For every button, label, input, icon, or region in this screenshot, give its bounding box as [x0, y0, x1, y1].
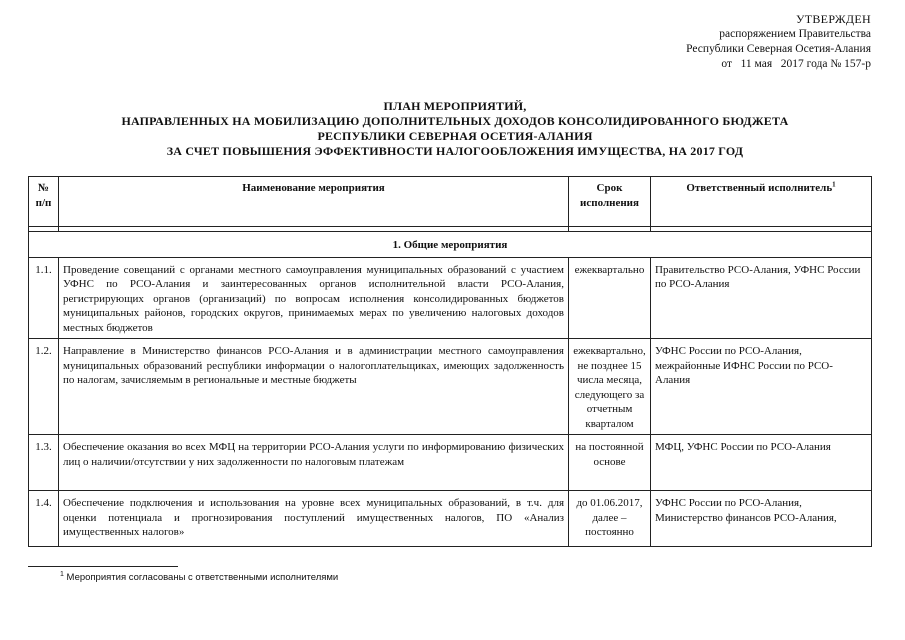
approval-line-3: от 11 мая 2017 года № 157-р [721, 58, 871, 70]
footnote-mark: 1 [60, 570, 64, 578]
row-num: 1.3. [29, 435, 59, 491]
row-resp: УФНС России по РСО-Алания, межрайонные ИФНС России по РСО-Алания [651, 339, 872, 435]
table-row [29, 339, 872, 435]
section-row [29, 232, 872, 258]
table-row [29, 491, 872, 547]
row-date: ежеквартально, не позднее 15 числа месяца, следующего за отчетным кварталом [569, 339, 651, 435]
row-name: Обеспечение подключения и использования на уровне всех муниципальных образований, в т.ч. для оценки потенциала и прогнозирования поступлений имущественных налогов, ПО «Анализ имущественных налогов» [59, 491, 569, 547]
table-row [29, 257, 872, 339]
title-line-1: ПЛАН МЕРОПРИЯТИЙ, [383, 99, 527, 113]
section-title: 1. Общие мероприятия [29, 232, 872, 258]
footnote-ref-mark: 1 [832, 180, 836, 189]
title-line-2: НАПРАВЛЕННЫХ НА МОБИЛИЗАЦИЮ ДОПОЛНИТЕЛЬНЫХ ДОХОДОВ КОНСОЛИДИРОВАННОГО БЮДЖЕТА [121, 114, 789, 128]
approval-line-2: Республики Северная Осетия-Алания [686, 43, 871, 55]
header-resp [651, 177, 872, 227]
row-num: 1.4. [29, 491, 59, 547]
row-date: на постоянной основе [569, 435, 651, 491]
header-resp-text: Ответственный исполнитель [686, 182, 833, 194]
row-name: Проведение совещаний с органами местного самоуправления муниципальных образований с участием УФНС по РСО-Алания и заинтересованных органов исполнительной власти РСО-Алания, регистрирующих органов (организаций) по вопросам исполнения консолидированных бюджетов муниципальных районов, городских округов, принимаемых мерах по увеличению налоговых доходов местных бюджетов [59, 257, 569, 339]
row-resp: Правительство РСО-Алания, УФНС России по РСО-Алания [651, 257, 872, 339]
table-header-row [29, 177, 872, 227]
approval-line-1: распоряжением Правительства [719, 28, 871, 40]
measures-table [28, 176, 872, 547]
row-name: Обеспечение оказания во всех МФЦ на территории РСО-Алания услуги по информированию физических лиц о наличии/отсутствии у них задолженности по налоговым платежам [59, 435, 569, 491]
footnote [60, 572, 338, 583]
row-date: до 01.06.2017, далее – постоянно [569, 491, 651, 547]
title-line-4: ЗА СЧЕТ ПОВЫШЕНИЯ ЭФФЕКТИВНОСТИ НАЛОГООБЛОЖЕНИЯ ИМУЩЕСТВА, НА 2017 ГОД [166, 144, 744, 158]
row-num: 1.1. [29, 257, 59, 339]
approval-block [686, 12, 871, 72]
row-num: 1.2. [29, 339, 59, 435]
row-name: Направление в Министерство финансов РСО-Алания и в администрации местного самоуправления муниципальных образований республики информации о налогоплательщиках, имеющих задолженность по налогам, зачисляемым в региональные и местные бюджеты [59, 339, 569, 435]
header-num: № п/п [29, 177, 59, 227]
row-resp: МФЦ, УФНС России по РСО-Алания [651, 435, 872, 491]
footnote-text: Мероприятия согласованы с ответственными исполнителями [66, 572, 339, 583]
table-row [29, 435, 872, 491]
footnote-divider [28, 566, 178, 567]
document-title [60, 99, 850, 159]
approval-heading: УТВЕРЖДЕН [795, 12, 871, 26]
row-date: ежеквартально [569, 257, 651, 339]
row-resp: УФНС России по РСО-Алания, Министерство финансов РСО-Алания, [651, 491, 872, 547]
title-line-3: РЕСПУБЛИКИ СЕВЕРНАЯ ОСЕТИЯ-АЛАНИЯ [317, 129, 593, 143]
header-name: Наименование мероприятия [59, 177, 569, 227]
header-date: Срок исполнения [569, 177, 651, 227]
